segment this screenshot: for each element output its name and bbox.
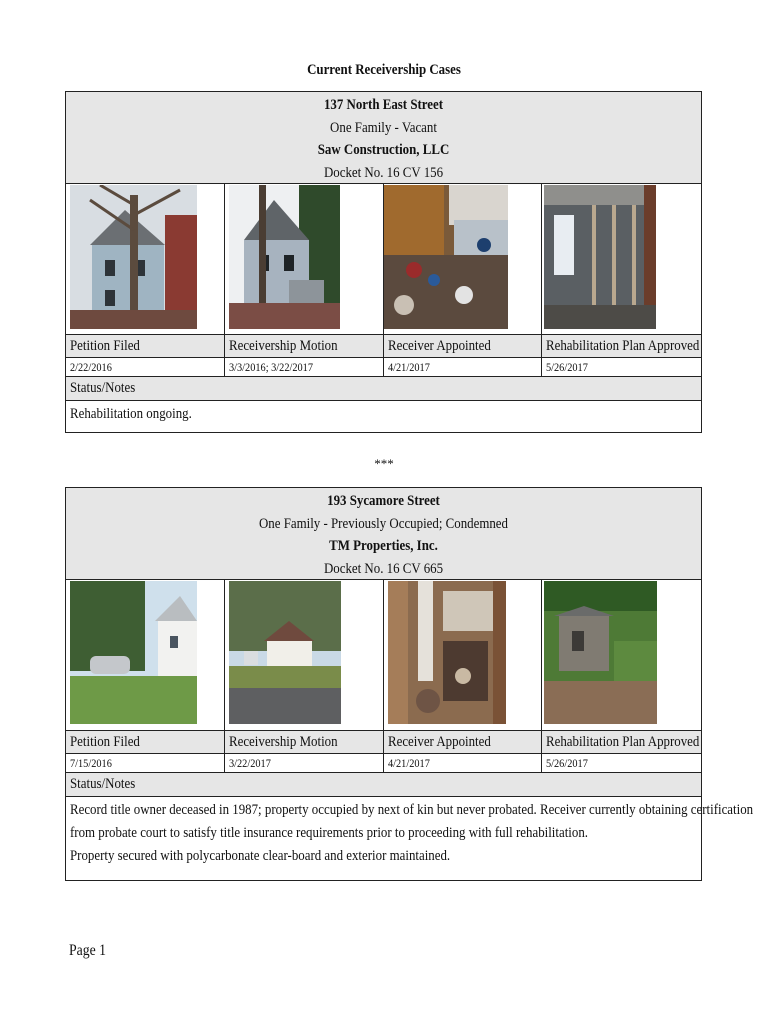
col-receivership-motion: Receivership Motion xyxy=(225,335,384,357)
case-header xyxy=(66,488,701,580)
receivership-motion-date: 3/22/2017 xyxy=(225,754,384,772)
col-receiver-appointed: Receiver Appointed xyxy=(384,731,543,753)
date-header-row xyxy=(66,335,701,358)
interior-damage-photo xyxy=(388,581,506,724)
note-line: from probate court to satisfy title insurance requirements prior to proceeding with full rehabilitation. xyxy=(70,825,589,841)
page-number: Page 1 xyxy=(69,942,107,959)
case-docket: Docket No. 16 CV 156 xyxy=(323,164,444,181)
house-yard-photo xyxy=(70,581,197,724)
case-separator: *** xyxy=(374,456,394,471)
note-line: Record title owner deceased in 1987; property occupied by next of kin but never probated. Receiver currently obtaining certification xyxy=(70,802,754,818)
case-property-type: One Family - Vacant xyxy=(330,119,437,136)
col-rehab-plan-approved: Rehabilitation Plan Approved xyxy=(546,734,700,750)
photo-cell xyxy=(542,580,701,730)
petition-filed-date: 7/15/2016 xyxy=(66,754,225,772)
photo-cell xyxy=(66,580,225,730)
note-line: Property secured with polycarbonate clear-board and exterior maintained. xyxy=(70,848,451,864)
photo-cell xyxy=(225,580,384,730)
status-notes-label: Status/Notes xyxy=(66,773,701,797)
status-notes xyxy=(66,797,754,868)
case-card-2 xyxy=(65,487,754,881)
photo-cell xyxy=(384,184,543,334)
status-notes xyxy=(66,401,701,426)
case-address: 193 Sycamore Street xyxy=(327,493,440,509)
photo-cell xyxy=(384,580,543,730)
rehab-plan-approved-date: 5/26/2017 xyxy=(546,360,589,374)
interior-framing-photo xyxy=(544,185,656,329)
col-petition-filed: Petition Filed xyxy=(66,335,225,357)
photo-row xyxy=(66,184,701,335)
case-receiver-company: Saw Construction, LLC xyxy=(317,142,450,158)
receivership-motion-date: 3/3/2016; 3/22/2017 xyxy=(225,358,384,376)
case-card-1 xyxy=(65,91,702,433)
date-header-row xyxy=(66,731,701,754)
col-rehab-plan-approved: Rehabilitation Plan Approved xyxy=(546,338,700,354)
house-street-photo xyxy=(229,581,341,724)
receiver-appointed-date: 4/21/2017 xyxy=(384,358,543,376)
house-exterior-photo xyxy=(70,185,197,329)
exterior-overgrowth-photo xyxy=(544,581,657,724)
case-docket: Docket No. 16 CV 665 xyxy=(323,560,444,577)
rehab-plan-approved-date: 5/26/2017 xyxy=(546,756,589,770)
col-petition-filed: Petition Filed xyxy=(66,731,225,753)
case-property-type: One Family - Previously Occupied; Condemned xyxy=(258,515,508,532)
status-notes-label: Status/Notes xyxy=(66,377,701,401)
interior-debris-photo xyxy=(384,185,508,329)
date-values-row xyxy=(66,754,701,773)
receiver-appointed-date: 4/21/2017 xyxy=(384,754,543,772)
case-receiver-company: TM Properties, Inc. xyxy=(329,538,438,554)
page-title: Current Receivership Cases xyxy=(307,62,461,78)
photo-cell xyxy=(66,184,225,334)
col-receivership-motion: Receivership Motion xyxy=(225,731,384,753)
date-values-row xyxy=(66,358,701,377)
photo-row xyxy=(66,580,701,731)
col-receiver-appointed: Receiver Appointed xyxy=(384,335,543,357)
note-line: Rehabilitation ongoing. xyxy=(70,406,192,422)
case-header xyxy=(66,92,701,184)
case-address: 137 North East Street xyxy=(323,97,444,113)
house-front-photo xyxy=(229,185,340,329)
photo-cell xyxy=(542,184,701,334)
photo-cell xyxy=(225,184,384,334)
petition-filed-date: 2/22/2016 xyxy=(66,358,225,376)
